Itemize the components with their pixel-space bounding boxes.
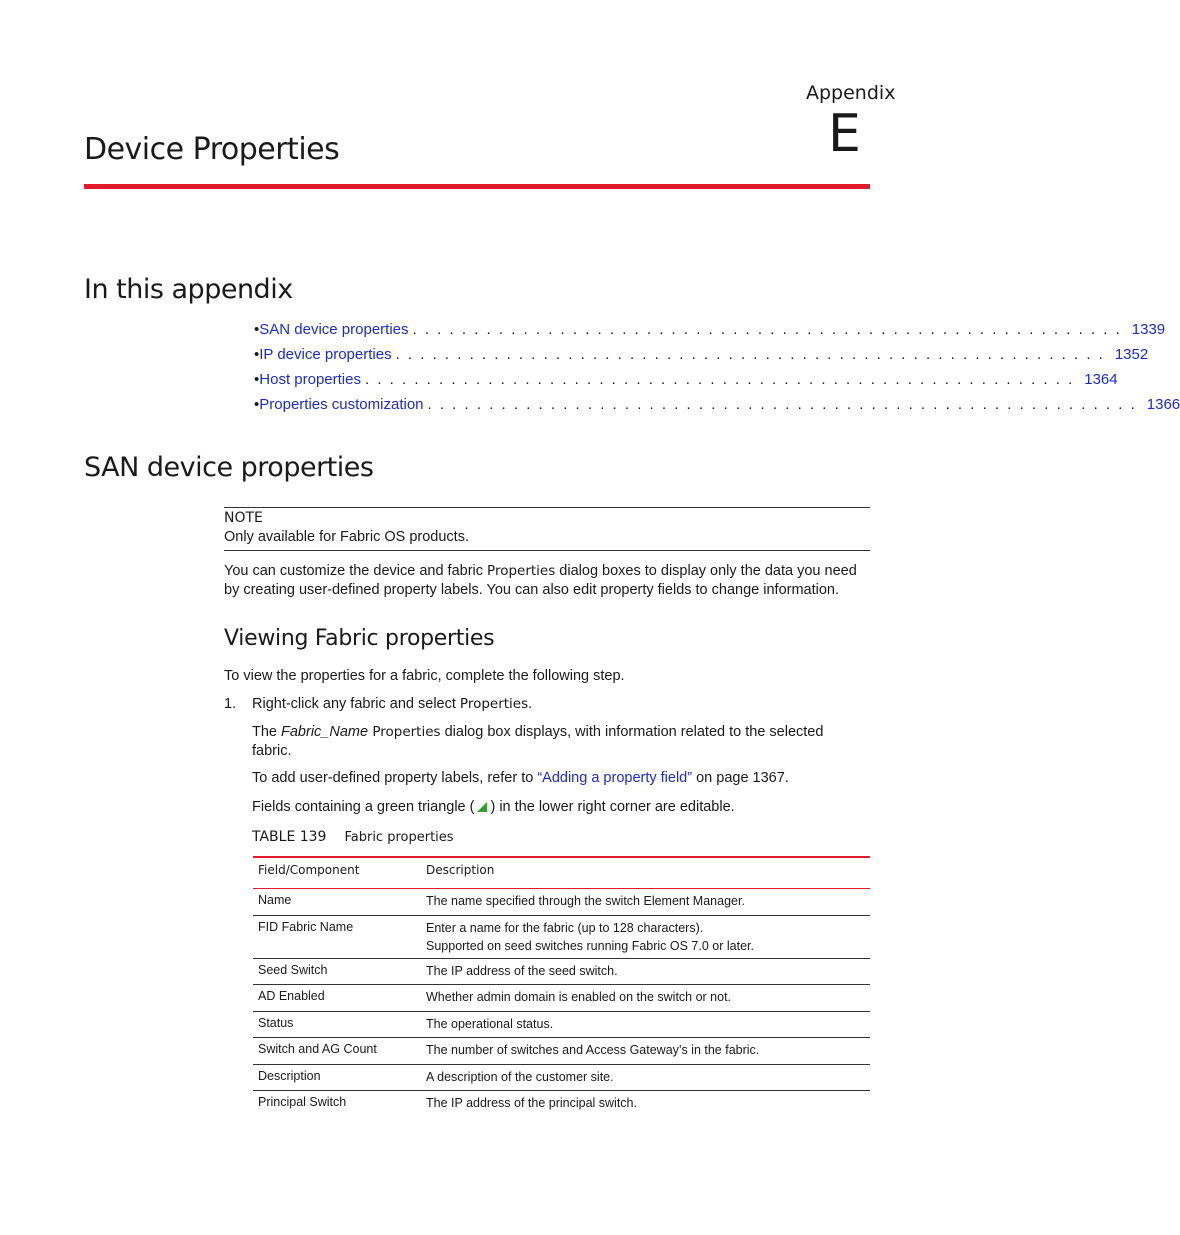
- toc-link[interactable]: IP device properties: [259, 346, 392, 363]
- table-row: [253, 916, 870, 959]
- properties-keyword: Properties: [487, 563, 556, 579]
- table-number: TABLE 139: [252, 829, 327, 845]
- header-description: Description: [426, 863, 495, 877]
- row-description: Whether admin domain is enabled on the switch or not.: [426, 990, 732, 1004]
- viewing-lead: To view the properties for a fabric, complete the following step.: [224, 668, 625, 684]
- intro-text: dialog boxes to display only the data you need: [555, 563, 857, 579]
- row-description: A description of the customer site.: [426, 1070, 614, 1084]
- row-description-line: Enter a name for the fabric (up to 128 characters).: [426, 921, 704, 935]
- toc-page-link[interactable]: 1366: [1146, 396, 1180, 413]
- step-number: 1.: [224, 696, 237, 712]
- row-description: The IP address of the seed switch.: [426, 964, 618, 978]
- toc-leader-dots: . . . . . . . . . . . . . . . . . . . . . . . . . . . . . . . . . . . . . . . . . . . . . . . . . . . . . . . . . .: [364, 371, 1075, 388]
- bullet: •: [254, 321, 260, 338]
- table-row: [253, 1038, 870, 1065]
- table-row: [253, 1091, 870, 1117]
- note-label: NOTE: [224, 510, 263, 526]
- san-section-heading: SAN device properties: [84, 452, 374, 483]
- result-pre: The: [252, 724, 282, 740]
- appendix-label: Appendix: [806, 82, 896, 104]
- row-field: Principal Switch: [258, 1095, 347, 1109]
- result-paragraph: [252, 723, 872, 761]
- table-row: [253, 889, 870, 916]
- toc-link[interactable]: SAN device properties: [259, 321, 409, 338]
- fabric-name-italic: Fabric_Name: [281, 724, 369, 740]
- toc-item[interactable]: [254, 346, 1149, 371]
- row-description: The name specified through the switch Element Manager.: [426, 894, 745, 908]
- table-title: Fabric properties: [344, 830, 454, 845]
- fields-post: ) in the lower right corner are editable.: [490, 799, 735, 815]
- toc-link[interactable]: Host properties: [259, 371, 361, 388]
- labels-post: on page 1367.: [692, 770, 789, 786]
- intro-text: You can customize the device and fabric: [224, 563, 488, 579]
- toc-leader-dots: . . . . . . . . . . . . . . . . . . . . . . . . . . . . . . . . . . . . . . . . . . . . . . . . . . . . . . . . . .: [412, 321, 1122, 338]
- fields-paragraph: [252, 798, 735, 817]
- step-text-pre: Right-click any fabric and select: [252, 696, 460, 712]
- toc-item[interactable]: [254, 371, 1118, 396]
- toc-item[interactable]: [254, 396, 1180, 421]
- appendix-toc: [254, 321, 1180, 421]
- adding-property-field-link[interactable]: “Adding a property field”: [537, 770, 693, 786]
- table-row: [253, 985, 870, 1012]
- toc-page-link[interactable]: 1339: [1131, 321, 1166, 338]
- bullet: •: [254, 346, 260, 363]
- fabric-properties-table: [253, 856, 870, 1117]
- table-row: [253, 1012, 870, 1038]
- result-line2: fabric.: [252, 743, 292, 759]
- step-text-post: .: [528, 696, 533, 712]
- header-field: Field/Component: [258, 863, 360, 877]
- row-field: Name: [258, 893, 292, 907]
- toc-leader-dots: . . . . . . . . . . . . . . . . . . . . . . . . . . . . . . . . . . . . . . . . . . . . . . . . . . . . . . . . . .: [395, 346, 1105, 363]
- toc-item[interactable]: [254, 321, 1166, 346]
- green-triangle-icon: [477, 802, 487, 812]
- intro-text: by creating user-defined property labels. You can also edit property fields to change information.: [224, 582, 840, 598]
- page-title: Device Properties: [84, 132, 340, 167]
- table-row: [253, 1065, 870, 1091]
- row-field: Description: [258, 1069, 321, 1083]
- labels-pre: To add user-defined property labels, refer to: [252, 770, 538, 786]
- row-description: The operational status.: [426, 1017, 554, 1031]
- row-description-line: Supported on seed switches running Fabric OS 7.0 or later.: [426, 939, 754, 953]
- result-post: dialog box displays, with information related to the selected: [440, 724, 824, 740]
- table-header-row: [253, 856, 870, 889]
- toc-page-link[interactable]: 1352: [1114, 346, 1149, 363]
- bullet: •: [254, 371, 260, 388]
- row-description: The IP address of the principal switch.: [426, 1096, 637, 1110]
- row-field: FID Fabric Name: [258, 920, 354, 934]
- table-caption: [252, 829, 454, 845]
- viewing-heading: Viewing Fabric properties: [224, 626, 495, 651]
- step-text: [252, 695, 532, 714]
- note-bottom-rule: [224, 550, 870, 551]
- title-divider: [84, 184, 870, 189]
- san-intro-paragraph: [224, 562, 874, 600]
- row-field: Status: [258, 1016, 294, 1030]
- appendix-letter: E: [828, 104, 861, 164]
- toc-page-link[interactable]: 1364: [1084, 371, 1118, 388]
- table-row: [253, 959, 870, 985]
- toc-link[interactable]: Properties customization: [259, 396, 424, 413]
- fields-pre: Fields containing a green triangle (: [252, 799, 475, 815]
- bullet: •: [254, 396, 260, 413]
- row-description: The number of switches and Access Gateway’s in the fabric.: [426, 1043, 760, 1057]
- row-field: Seed Switch: [258, 963, 328, 977]
- properties-keyword: Properties: [368, 724, 441, 740]
- properties-keyword: Properties: [459, 696, 529, 712]
- labels-paragraph: [252, 769, 789, 788]
- row-description: [426, 919, 754, 955]
- note-top-rule: [224, 507, 870, 508]
- row-field: Switch and AG Count: [258, 1042, 377, 1056]
- toc-leader-dots: . . . . . . . . . . . . . . . . . . . . . . . . . . . . . . . . . . . . . . . . . . . . . . . . . . . . . . . . . .: [427, 396, 1137, 413]
- row-field: AD Enabled: [258, 989, 325, 1003]
- in-this-appendix-heading: In this appendix: [84, 274, 293, 305]
- note-text: Only available for Fabric OS products.: [224, 529, 469, 545]
